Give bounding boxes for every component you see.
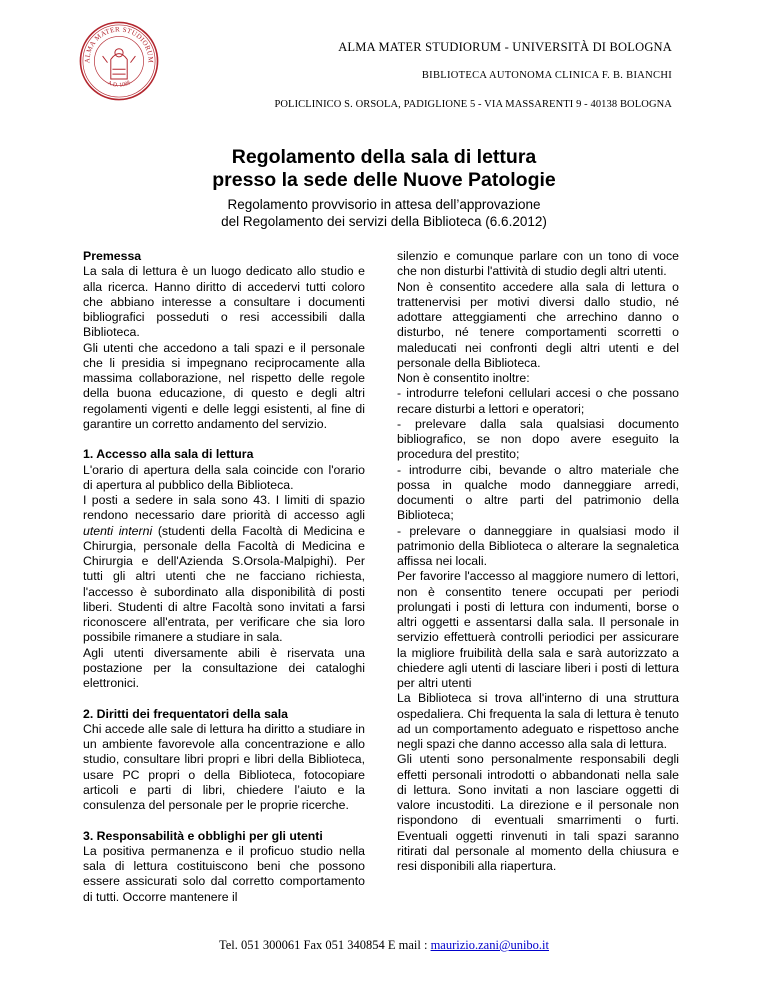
section-1-text-a: I posti a sedere in sala sono 43. I limiti di spazio rendono necessario dare priorità di accesso agli — [83, 493, 365, 523]
seal-date-text: A.D. 1088 — [106, 80, 132, 89]
section-2-heading: 2. Diritti dei frequentatori della sala — [83, 706, 289, 721]
footer-email-link[interactable]: maurizio.zani@unibo.it — [430, 938, 550, 952]
header-university: ALMA MATER STUDIORUM - UNIVERSITÀ DI BOLOGNA — [338, 40, 672, 54]
premessa-paragraph-1: La sala di lettura è un luogo dedicato allo studio e alla ricerca. Hanno diritto di accedervi tutti coloro che abbiano interesse a consultare i documenti bibliografici posseduti o resi accessibili dalla Biblioteca. — [83, 264, 365, 340]
right-paragraph-2: Non è consentito accedere alla sala di lettura o trattenervisi per motivi diversi dallo studio, né adottare atteggiamenti che arrechino danno o disturbo, né tenere comportamenti scorretti o maleducati nei confronti degli altri utenti e del personale della Biblioteca. — [397, 279, 679, 370]
section-1-heading: 1. Accesso alla sala di lettura — [83, 447, 254, 462]
header-library: BIBLIOTECA AUTONOMA CLINICA F. B. BIANCHI — [421, 70, 672, 81]
right-paragraph-7: - prelevare o danneggiare in qualsiasi modo il patrimonio della Biblioteca o alterare la segnaletica affissa nei locali. — [397, 523, 679, 568]
title-line-1: Regolamento della sala di lettura — [231, 146, 537, 168]
section-3-paragraph-1: La positiva permanenza e il proficuo studio nella sala di lettura costituiscono beni che possono essere assicurati solo dal corretto comportamento di tutti. Occorre mantenere il — [83, 843, 365, 904]
footer-phone-fax: Tel. 051 300061 Fax 051 340854 E mail : — [218, 938, 431, 952]
section-1-text-b: (studenti della Facoltà di Medicina e Chirurgia, personale della Facoltà di Medicina e Chirurgia e dell'Azienda S.Orsola-Malpighi). Per tutti gli altri utenti che ne facciano richiesta, l'accesso è subordinato alla disponibilità di posti liberi. Studenti di altre Facoltà sono invitati a farsi riconoscere all'entrata, per verificare che sia loro possibile rimanere a studiare in sala. — [83, 523, 365, 645]
right-paragraph-5: - prelevare dalla sala qualsiasi documento bibliografico, se non dopo avere eseguito la procedura del prestito; — [397, 416, 679, 462]
seal-ring-text: ALMA MATER STUDIORUM — [83, 25, 155, 64]
section-1-paragraph-1: L'orario di apertura della sala coincide con l'orario di apertura al pubblico della Biblioteca. — [83, 462, 365, 492]
subtitle-line-1: Regolamento provvisorio in attesa dell’approvazione — [227, 197, 541, 212]
subtitle-line-2: del Regolamento dei servizi della Biblioteca (6.6.2012) — [221, 214, 547, 229]
right-paragraph-6: - introdurre cibi, bevande o altro materiale che possa in qualche modo danneggiare arredi, documenti o altre parti del patrimonio della Biblioteca; — [397, 462, 679, 523]
right-column — [397, 249, 679, 874]
right-paragraph-8: Per favorire l'accesso al maggiore numero di lettori, non è consentito tenere occupati per periodi prolungati i posti di lettura con indumenti, borse o altri oggetti e assentarsi dalla sala. Il personale in servizio effettuerà controlli periodici per assicurare la migliore fruibilità della sala e sarà autorizzato a chiedere agli utenti di lasciare liberi i posti di lettura per altri utenti — [397, 569, 679, 690]
left-column — [83, 249, 365, 905]
section-1-emphasis: utenti interni — [83, 523, 153, 538]
page-subtitle — [0, 196, 768, 230]
premessa-heading: Premessa — [83, 249, 142, 263]
header-address: POLICLINICO S. ORSOLA, PADIGLIONE 5 - VIA MASSARENTI 9 - 40138 BOLOGNA — [274, 99, 672, 110]
section-3-heading: 3. Responsabilità e obblighi per gli utenti — [83, 828, 323, 843]
premessa-paragraph-2: Gli utenti che accedono a tali spazi e il personale che li presidia si impegnano reciprocamente alla massima collaborazione, nel rispetto delle regole della buona educazione, di questo e degli altri regolamenti vigenti e delle leggi esistenti, al fine di garantire un corretto andamento del servizio. — [83, 340, 365, 431]
footer-contacts — [0, 938, 768, 953]
right-paragraph-10: Gli utenti sono personalmente responsabili degli effetti personali introdotti o abbandonati nella sale di lettura. Sono invitati a non lasciare oggetti di valore incustoditi. La direzione e il personale non rispondono di eventuali smarrimenti o furti. Eventuali oggetti rinvenuti in tali spazi saranno ritirati dal personale al momento della chiusura e resi disponibili alla riapertura. — [397, 752, 679, 873]
right-paragraph-9: La Biblioteca si trova all'interno di una struttura ospedaliera. Chi frequenta la sala di lettura è tenuto ad un comportamento adeguato e rispettoso anche negli spazi che danno accesso alla sala di lettura. — [397, 691, 679, 751]
section-2-paragraph-1: Chi accede alle sale di lettura ha diritto a studiare in un ambiente favorevole alla concentrazione e allo studio, consultare libri propri e libri della Biblioteca, usare PC propri o della Biblioteca, fotocopiare articoli e parti di libri, chiedere l’aiuto e la consulenza del personale per le proprie ricerche. — [83, 721, 365, 812]
svg-text:A.D. 1088 — [107, 80, 132, 89]
right-paragraph-1: silenzio e comunque parlare con un tono di voce che non disturbi l'attività di studio degli altri utenti. — [397, 249, 679, 279]
section-1-paragraph-2 — [83, 493, 365, 646]
title-line-2: presso la sede delle Nuove Patologie — [212, 169, 556, 191]
section-1-paragraph-3: Agli utenti diversamente abili è riservata una postazione per la consultazione dei cataloghi elettronici. — [83, 645, 365, 690]
page-title — [0, 146, 768, 192]
right-paragraph-3: Non è consentito inoltre: — [397, 371, 530, 385]
university-seal-icon — [78, 20, 160, 102]
right-paragraph-4: - introdurre telefoni cellulari accesi o che possano recare disturbi a lettori e operatori; — [397, 386, 679, 416]
